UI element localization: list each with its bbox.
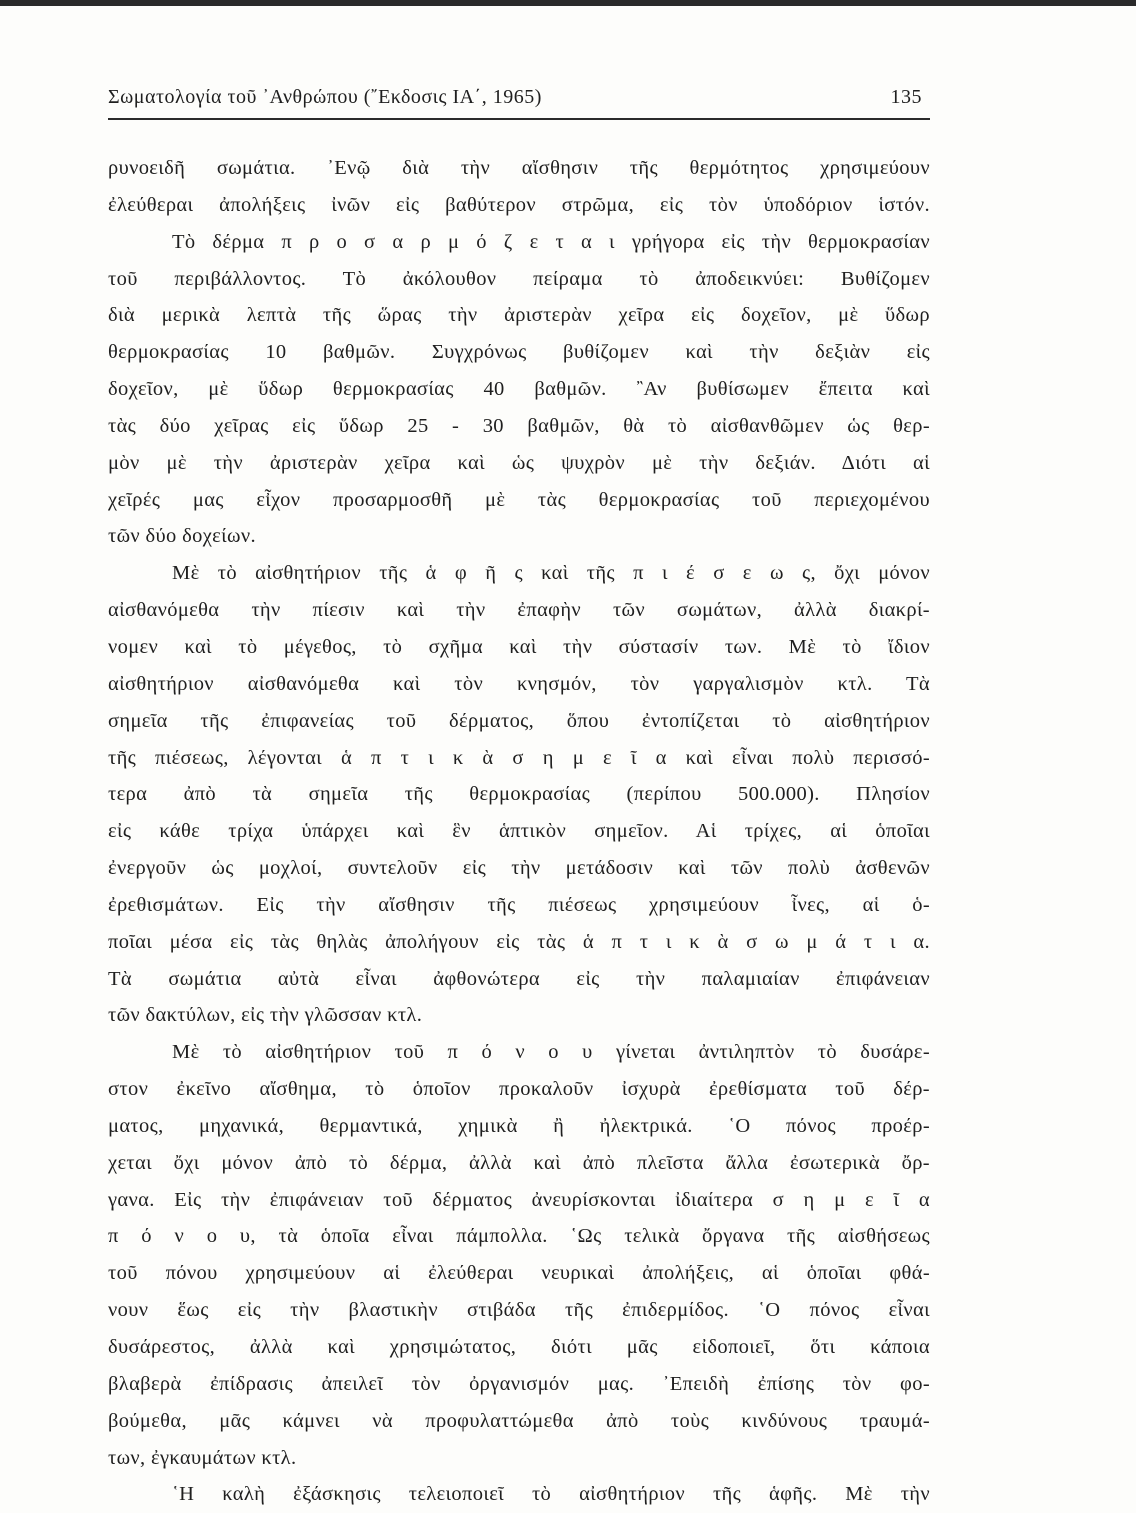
text-line: μὸν μὲ τὴν ἀριστερὰν χεῖρα καὶ ὡς ψυχρὸν μὲ τὴν δεξιάν. Διότι αἱ xyxy=(108,451,930,474)
text-line: τῶν δακτύλων, εἰς τὴν γλῶσσαν κτλ. xyxy=(108,1004,423,1027)
text-line: τοῦ περιβάλλοντος. Τὸ ἀκόλουθον πείραμα τὸ ἀποδεικνύει: Βυθίζομεν xyxy=(108,267,930,290)
text-line: θερμοκρασίας 10 βαθμῶν. Συγχρόνως βυθίζομεν καὶ τὴν δεξιὰν εἰς xyxy=(108,341,930,364)
text-line: ματος, μηχανικά, θερμαντικά, χημικὰ ἢ ἠλεκτρικά. ῾Ο πόνος προέρ- xyxy=(108,1114,930,1137)
text-line: Μὲ τὸ αἰσθητήριον τοῦ π ό ν ο υ γίνεται ἀντιληπτὸν τὸ δυσάρε- xyxy=(172,1041,930,1064)
text-line: Μὲ τὸ αἰσθητήριον τῆς ἁ φ ῆ ς καὶ τῆς π ι έ σ ε ω ς, ὄχι μόνον xyxy=(172,562,930,585)
text-line: δοχεῖον, μὲ ὕδωρ θερμοκρασίας 40 βαθμῶν. ῍Αν βυθίσωμεν ἔπειτα καὶ xyxy=(108,378,930,401)
text-line: νουν ἕως εἰς τὴν βλαστικὴν στιβάδα τῆς ἐπιδερμίδος. ῾Ο πόνος εἶναι xyxy=(108,1299,930,1322)
text-line: τοῦ πόνου χρησιμεύουν αἱ ἐλεύθεραι νευρικαὶ ἀπολήξεις, αἱ ὁποῖαι φθά- xyxy=(108,1262,930,1285)
text-line: ρυνοειδῆ σωμάτια. ᾿Ενῷ διὰ τὴν αἴσθησιν τῆς θερμότητος χρησιμεύουν xyxy=(108,157,930,179)
text-line: χεται ὄχι μόνον ἀπὸ τὸ δέρμα, ἀλλὰ καὶ ἀπὸ πλεῖστα ἄλλα ἐσωτερικὰ ὄρ- xyxy=(108,1151,930,1174)
text-line: τῆς πιέσεως, λέγονται ἁ π τ ι κ ὰ σ η μ ε ῖ α καὶ εἶναι πολὺ περισσό- xyxy=(108,746,930,769)
text-line: αἰσθητήριον αἰσθανόμεθα καὶ τὸν κνησμόν, τὸν γαργαλισμὸν κτλ. Τὰ xyxy=(108,672,930,695)
text-line: εἰς κάθε τρίχα ὑπάρχει καὶ ἓν ἁπτικὸν σημεῖον. Αἱ τρίχες, αἱ ὁποῖαι xyxy=(108,820,930,843)
body-text xyxy=(108,150,930,1513)
text-line: διὰ μερικὰ λεπτὰ τῆς ὥρας τὴν ἀριστερὰν χεῖρα εἰς δοχεῖον, μὲ ὕδωρ xyxy=(108,304,930,327)
text-line: δυσάρεστος, ἀλλὰ καὶ χρησιμώτατος, διότι μᾶς εἰδοποιεῖ, ὅτι κάποια xyxy=(108,1336,930,1358)
text-line: στον ἐκεῖνο αἴσθημα, τὸ ὁποῖον προκαλοῦν ἰσχυρὰ ἐρεθίσματα τοῦ δέρ- xyxy=(108,1078,930,1101)
text-line: βούμεθα, μᾶς κάμνει νὰ προφυλαττώμεθα ἀπὸ τοὺς κινδύνους τραυμά- xyxy=(108,1409,930,1432)
text-line: τῶν δύο δοχείων. xyxy=(108,525,256,548)
text-line: τὰς δύο χεῖρας εἰς ὕδωρ 25 - 30 βαθμῶν, θὰ τὸ αἰσθανθῶμεν ὡς θερ- xyxy=(108,414,930,437)
text-line: ἐλεύθεραι ἀπολήξεις ἰνῶν εἰς βαθύτερον στρῶμα, εἰς τὸν ὑποδόριον ἱστόν. xyxy=(108,193,930,216)
text-line: νομεν καὶ τὸ μέγεθος, τὸ σχῆμα καὶ τὴν σύστασίν των. Μὲ τὸ ἴδιον xyxy=(108,635,930,658)
text-line: ἐνεργοῦν ὡς μοχλοί, συντελοῦν εἰς τὴν μετάδοσιν καὶ τῶν πολὺ ἀσθενῶν xyxy=(108,857,930,880)
text-line: σημεῖα τῆς ἐπιφανείας τοῦ δέρματος, ὅπου ἐντοπίζεται τὸ αἰσθητήριον xyxy=(108,709,930,732)
text-line: Τὰ σωμάτια αὐτὰ εἶναι ἀφθονώτερα εἰς τὴν παλαμιαίαν ἐπιφάνειαν xyxy=(108,967,930,990)
text-line: ῾Η καλὴ ἐξάσκησις τελειοποιεῖ τὸ αἰσθητήριον τῆς ἁφῆς. Μὲ τὴν xyxy=(172,1483,930,1506)
text-line: Τὸ δέρμα π ρ ο σ α ρ μ ό ζ ε τ α ι γρήγορα εἰς τὴν θερμοκρασίαν xyxy=(172,230,930,253)
text-line: π ό ν ο υ, τὰ ὁποῖα εἶναι πάμπολλα. ῾Ως τελικὰ ὄργανα τῆς αἰσθήσεως xyxy=(108,1225,930,1248)
scan-edge xyxy=(0,0,1136,6)
text-line: των, ἐγκαυμάτων κτλ. xyxy=(108,1446,297,1469)
text-line: ποῖαι μέσα εἰς τὰς θηλὰς ἀπολήγουν εἰς τὰς ἁ π τ ι κ ὰ σ ω μ ά τ ι α. xyxy=(108,930,930,953)
text-line: χεῖρές μας εἶχον προσαρμοσθῆ μὲ τὰς θερμοκρασίας τοῦ περιεχομένου xyxy=(108,488,930,511)
running-head xyxy=(108,84,930,120)
text-line: βλαβερὰ ἐπίδρασις ἀπειλεῖ τὸν ὀργανισμόν μας. ᾿Επειδὴ ἐπίσης τὸν φο- xyxy=(108,1372,930,1395)
text-line: ἐρεθισμάτων. Εἰς τὴν αἴσθησιν τῆς πιέσεως χρησιμεύουν ἶνες, αἱ ὁ- xyxy=(108,893,930,916)
text-line: τερα ἀπὸ τὰ σημεῖα τῆς θερμοκρασίας (περίπου 500.000). Πλησίον xyxy=(108,783,930,806)
text-line: γανα. Εἰς τὴν ἐπιφάνειαν τοῦ δέρματος ἀνευρίσκονται ἰδιαίτερα σ η μ ε ῖ α xyxy=(108,1188,930,1211)
running-head-title: Σωματολογία τοῦ ᾿Ανθρώπου (῎Εκδοσις ΙΑ΄, 1965) xyxy=(108,86,542,108)
text-line: αἰσθανόμεθα τὴν πίεσιν καὶ τὴν ἐπαφὴν τῶν σωμάτων, ἀλλὰ διακρί- xyxy=(108,599,930,622)
page-number: 135 xyxy=(890,86,922,108)
